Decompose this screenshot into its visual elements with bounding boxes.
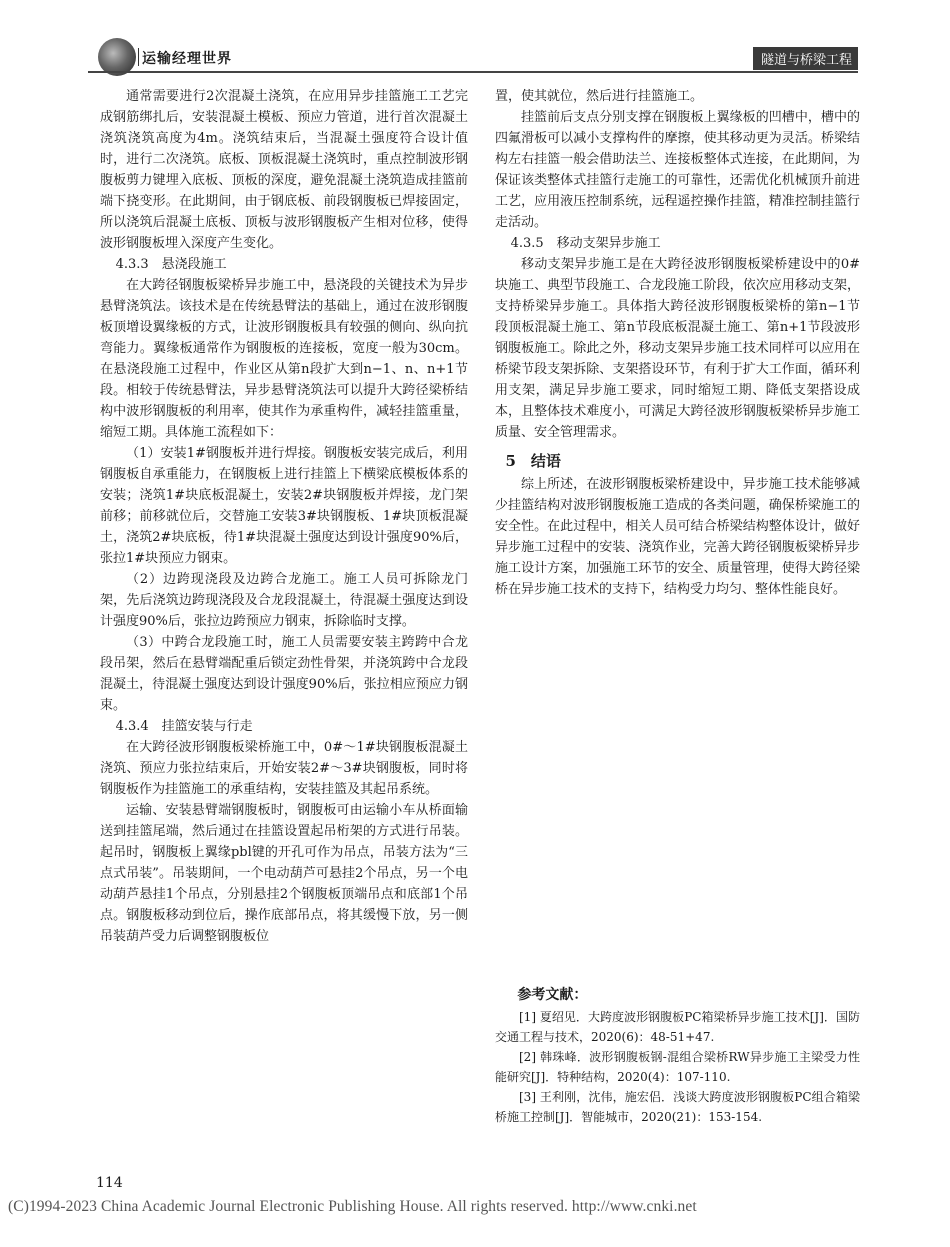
paragraph: 在大跨径钢腹板梁桥异步施工中，悬浇段的关键技术为异步悬臂浇筑法。该技术是在传统悬臂法的基础上，通过在波形钢腹板顶增设翼缘板的方式，让波形钢腹板具有较强的侧向、纵向抗弯能力。翼缘板通常作为钢腹板的连接板，宽度一般为30cm。在悬浇段施工过程中，作业区从第n段扩大到n−1、n、n+1节段。相较于传统悬臂法，异步悬臂浇筑法可以提升大跨径梁桥结构中波形钢腹板的利用率，使其作为承重构件，减轻挂篮重量，缩短工期。具体施工流程如下： xyxy=(100,278,468,440)
paragraph: 在大跨径波形钢腹板梁桥施工中，0#～1#块钢腹板混凝土浇筑、预应力张拉结束后，开始安装2#～3#块钢腹板，同时将钢腹板作为挂篮施工的承重结构，安装挂篮及其起吊系统。 xyxy=(100,740,468,797)
section-heading: 4.3.4 挂篮安装与行走 xyxy=(115,719,253,734)
section-heading: 4.3.5 移动支架异步施工 xyxy=(510,236,661,251)
reference-item: [2] 韩珠峰．波形钢腹板钢-混组合梁桥RW异步施工主梁受力性能研究[J]．特种结构，2020(4)：107-110. xyxy=(495,1050,860,1084)
paragraph: 运输、安装悬臂端钢腹板时，钢腹板可由运输小车从桥面输送到挂篮尾端，然后通过在挂篮设置起吊桁架的方式进行吊装。起吊时，钢腹板上翼缘pbl键的开孔可作为吊点，吊装方法为“三点式吊装”。吊装期间，一个电动葫芦可悬挂2个吊点，另一个电动葫芦悬挂1个吊点，分别悬挂2个钢腹板顶端吊点和底部1个吊点。钢腹板移动到位后，操作底部吊点，将其缓慢下放，另一侧吊装葫芦受力后调整钢腹板位 xyxy=(100,803,468,944)
paragraph: 置，使其就位，然后进行挂篮施工。 xyxy=(495,89,704,104)
paragraph: （2）边跨现浇段及边跨合龙施工。施工人员可拆除龙门架，先后浇筑边跨现浇段及合龙段混凝土，待混凝土强度达到设计强度90%后，张拉边跨预应力钢束，拆除临时支撑。 xyxy=(100,572,468,629)
left-column xyxy=(100,86,468,947)
page-number: 114 xyxy=(96,1175,123,1191)
references xyxy=(495,985,860,1127)
reference-item: [3] 王利刚，沈伟，施宏侣．浅谈大跨度波形钢腹板PC组合箱梁桥施工控制[J]．智能城市，2020(21)：153-154. xyxy=(495,1090,860,1124)
header-divider xyxy=(138,48,139,66)
paragraph: （1）安装1#钢腹板并进行焊接。钢腹板安装完成后，利用钢腹板自承重能力，在钢腹板上进行挂篮上下横梁底模板体系的安装；浇筑1#块底板混凝土，安装2#块钢腹板并焊接，龙门架前移；前移就位后，交替施工安装3#块钢腹板、1#块顶板混凝土，浇筑2#块底板，待1#块混凝土强度达到设计强度90%后，张拉1#块预应力钢束。 xyxy=(100,446,468,566)
section-label: 隧道与桥梁工程 xyxy=(753,47,858,70)
reference-item: [1] 夏绍见．大跨度波形钢腹板PC箱梁桥异步施工技术[J]．国防交通工程与技术，2020(6)：48-51+47. xyxy=(495,1010,860,1044)
copyright-footer: (C)1994-2023 China Academic Journal Electronic Publishing House. All rights reserved. http://www.cnki.net xyxy=(8,1198,697,1215)
section-heading: 4.3.3 悬浇段施工 xyxy=(115,257,227,272)
paragraph: 挂篮前后支点分别支撑在钢腹板上翼缘板的凹槽中，槽中的四氟滑板可以减小支撑构件的摩擦，使其移动更为灵活。桥梁结构左右挂篮一般会借助法兰、连接板整体式连接，在此期间，为保证该类整体式挂篮行走施工的可靠性，还需优化机械顶升前进工艺，应用液压控制系统，远程遥控操作挂篮，精准控制挂篮行走活动。 xyxy=(495,110,860,230)
paragraph: （3）中跨合龙段施工时，施工人员需要安装主跨跨中合龙段吊架，然后在悬臂端配重后锁定劲性骨架，并浇筑跨中合龙段混凝土，待混凝土强度达到设计强度90%后，张拉相应预应力钢束。 xyxy=(100,635,468,713)
page-header xyxy=(88,42,858,72)
chapter-heading: 5 结语 xyxy=(505,452,561,470)
references-title: 参考文献： xyxy=(517,987,588,1003)
paragraph: 通常需要进行2次混凝土浇筑，在应用异步挂篮施工工艺完成钢筋绑扎后，安装混凝土模板、预应力管道，进行首次混凝土浇筑浇筑高度为4m。浇筑结束后，当混凝土强度符合设计值时，进行二次浇筑。底板、顶板混凝土浇筑时，重点控制波形钢腹板剪力键埋入底板、顶板的深度，避免混凝土浇筑造成挂篮前端下挠变形。在此期间，由于钢底板、前段钢腹板已焊接固定，所以浇筑后混凝土底板、顶板与波形钢腹板产生相对位移，使得波形钢腹板埋入深度产生变化。 xyxy=(100,89,468,251)
paragraph: 移动支架异步施工是在大跨径波形钢腹板梁桥建设中的0#块施工、典型节段施工、合龙段施工阶段，依次应用移动支架，支持桥梁异步施工。具体指大跨径波形钢腹板梁桥的第n−1节段顶板混凝土施工、第n节段底板混凝土施工、第n+1节段波形钢腹板施工。除此之外，移动支架异步施工技术同样可以应用在桥梁节段支架拆除、支架搭设环节，有利于扩大工作面，循环利用支架，满足异步施工要求，同时缩短工期、降低支架搭设成本，且整体技术难度小，可满足大跨径波形钢腹板梁桥异步施工质量、安全管理需求。 xyxy=(495,257,860,440)
header-rule xyxy=(88,71,858,73)
journal-name: 运输经理世界 xyxy=(142,51,232,67)
paragraph: 综上所述，在波形钢腹板梁桥建设中，异步施工技术能够减少挂篮结构对波形钢腹板施工造成的各类问题，确保桥梁施工的安全性。在此过程中，相关人员可结合桥梁结构整体设计，做好异步施工过程中的安装、浇筑作业，完善大跨径钢腹板梁桥异步施工设计方案，加强施工环节的安全、质量管理，使得大跨径梁桥在异步施工技术的支持下，结构受力均匀、整体性能良好。 xyxy=(495,477,860,597)
right-column xyxy=(495,86,860,600)
